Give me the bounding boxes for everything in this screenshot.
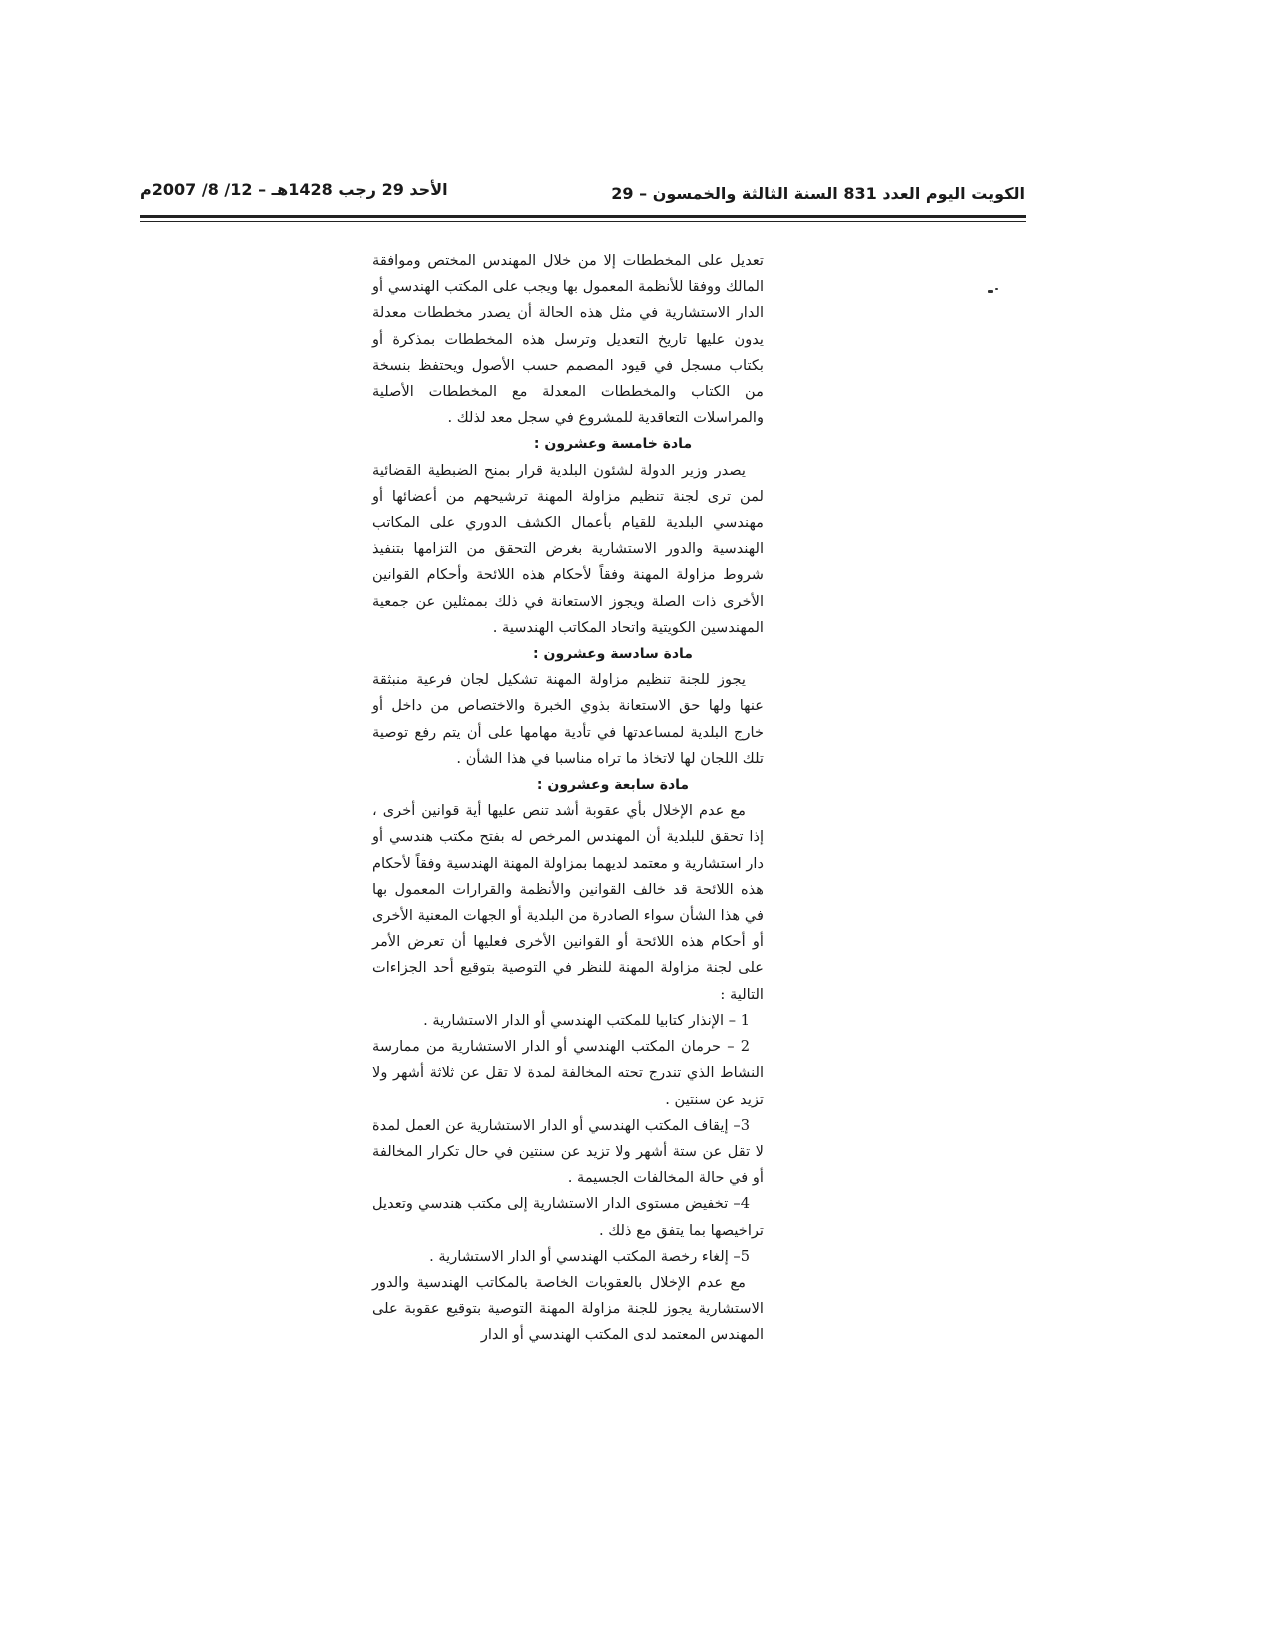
penalty-item-3: 3– إيقاف المكتب الهندسي أو الدار الاستشارية عن العمل لمدة لا تقل عن ستة أشهر ولا تزيد عن سنتين في حال تكرار المخالفة أو في حالة المخالفات الجسيمة .: [372, 1116, 764, 1187]
penalty-item-1: 1 – الإنذار كتابيا للمكتب الهندسي أو الدار الاستشارية .: [423, 1011, 750, 1029]
issue-date: الأحد 29 رجب 1428هـ – 12/ 8/ 2007م: [140, 180, 448, 199]
text-column: [372, 248, 764, 1349]
header-rule-thick: [140, 215, 1026, 218]
header-rule-thin: [140, 221, 1026, 222]
scan-speck: [995, 288, 998, 290]
article-25-heading: مادة خامسة وعشرون :: [533, 436, 693, 453]
closing-paragraph: مع عدم الإخلال بالعقوبات الخاصة بالمكاتب الهندسية والدور الاستشارية يجوز للجنة مزاولة المهنة التوصية بتوقيع عقوبة على المهندس المعتمد لدى المكتب الهندسي أو الدار: [372, 1273, 764, 1344]
page-header: [140, 180, 1025, 216]
article-27-heading: مادة سابعة وعشرون :: [536, 777, 690, 794]
scan-speck: [988, 290, 993, 293]
article-26-text: يجوز للجنة تنظيم مزاولة المهنة تشكيل لجان فرعية منبثقة عنها ولها حق الاستعانة بذوي الخبرة والاختصاص من داخل أو خارج البلدية لمساعدتها في تأدية مهامها على أن يتم رفع توصية تلك اللجان لها لاتخاذ ما تراه مناسبا في هذا الشأن .: [372, 671, 764, 767]
article-25-text: يصدر وزير الدولة لشئون البلدية قرار بمنح الضبطية القضائية لمن ترى لجنة تنظيم مزاولة المهنة ترشيحهم من أعضائها أو مهندسي البلدية للقيام بأعمال الكشف الدوري على المكاتب الهندسية والدور الاستشارية بغرض التحقق من التزامها بتنفيذ شروط مزاولة المهنة وفقاً لأحكام هذه اللائحة وأحكام القوانين الأخرى ذات الصلة ويجوز الاستعانة في ذلك بممثلين عن جمعية المهندسين الكويتية واتحاد المكاتب الهندسية .: [372, 461, 764, 636]
publication-info: الكويت اليوم العدد 831 السنة الثالثة والخمسون – 29: [611, 184, 1025, 203]
penalty-item-5: 5– إلغاء رخصة المكتب الهندسي أو الدار الاستشارية .: [429, 1247, 750, 1265]
paragraph-continued: تعديل على المخططات إلا من خلال المهندس المختص وموافقة المالك ووفقا للأنظمة المعمول بها ويجب على المكتب الهندسي أو الدار الاستشارية في مثل هذه الحالة أن يصدر مخططات معدلة يدون عليها تاريخ التعديل وترسل هذه المخططات بمذكرة أو بكتاب مسجل في قيود المصمم حسب الأصول ويحتفظ بنسخة من الكتاب والمخططات المعدلة مع المخططات الأصلية والمراسلات التعاقدية للمشروع في سجل معد لذلك .: [372, 252, 764, 427]
penalty-item-4: 4– تخفيض مستوى الدار الاستشارية إلى مكتب هندسي وتعديل تراخيصها بما يتفق مع ذلك .: [372, 1195, 764, 1239]
article-27-text: مع عدم الإخلال بأي عقوبة أشد تنص عليها أية قوانين أخرى ، إذا تحقق للبلدية أن المهندس المرخص له بفتح مكتب هندسي أو دار استشارية و معتمد لديهما بمزاولة المهنة الهندسية وفقاً لأحكام هذه اللائحة قد خالف القوانين والأنظمة والقرارات المعمول بها في هذا الشأن سواء الصادرة من البلدية أو الجهات المعنية الأخرى أو أحكام هذه اللائحة أو القوانين الأخرى فعليها أن تعرض الأمر على لجنة مزاولة المهنة للنظر في التوصية بتوقيع أحد الجزاءات التالية :: [372, 802, 764, 1003]
penalty-item-2: 2 – حرمان المكتب الهندسي أو الدار الاستشارية من ممارسة النشاط الذي تندرج تحته المخالفة لمدة لا تقل عن ثلاثة أشهر ولا تزيد عن سنتين .: [372, 1038, 764, 1108]
article-26-heading: مادة سادسة وعشرون :: [533, 646, 693, 663]
